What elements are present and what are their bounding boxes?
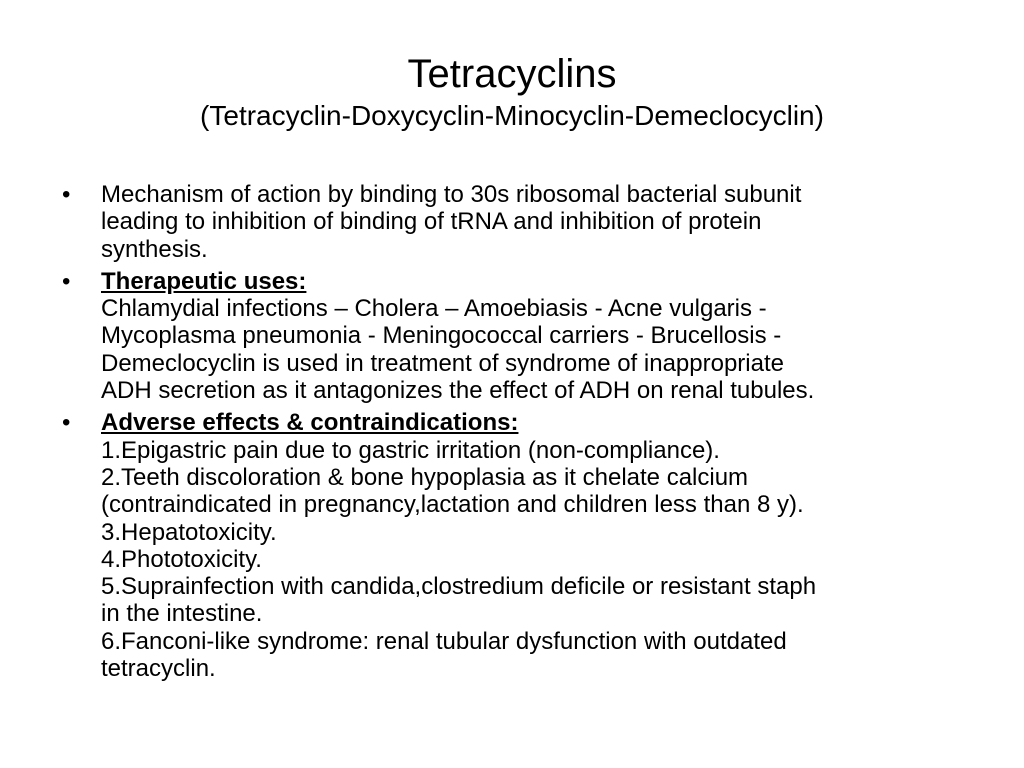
slide-subtitle: (Tetracyclin-Doxycyclin-Minocyclin-Demeclocyclin) (200, 100, 824, 131)
adverse-line: tetracyclin. (101, 655, 216, 683)
bullet-list (62, 181, 962, 687)
title-block (60, 50, 964, 132)
bullet-mechanism (62, 181, 962, 263)
mechanism-line: leading to inhibition of binding of tRNA and inhibition of protein (101, 208, 762, 236)
therapeutic-line: Demeclocyclin is used in treatment of syndrome of inappropriate (101, 349, 784, 377)
therapeutic-line: Mycoplasma pneumonia - Meningococcal carriers - Brucellosis - (101, 322, 782, 350)
bullet-therapeutic-uses (62, 268, 962, 404)
bullet-adverse-effects (62, 409, 962, 682)
adverse-line: 3.Hepatotoxicity. (101, 518, 277, 546)
adverse-line: 5.Suprainfection with candida,clostredium deficile or resistant staph (101, 573, 817, 601)
bullet-marker: • (62, 181, 71, 208)
adverse-line: 2.Teeth discoloration & bone hypoplasia as it chelate calcium (101, 463, 749, 491)
mechanism-line: synthesis. (101, 235, 208, 263)
bullet-marker: • (62, 409, 71, 437)
adverse-line: in the intestine. (101, 600, 263, 628)
adverse-line: (contraindicated in pregnancy,lactation and children less than 8 y). (101, 491, 804, 519)
bullet-marker: • (62, 267, 71, 295)
therapeutic-line: ADH secretion as it antagonizes the effect of ADH on renal tubules. (101, 377, 815, 405)
therapeutic-uses-heading: Therapeutic uses: (101, 267, 307, 295)
adverse-line: 6.Fanconi-like syndrome: renal tubular dysfunction with outdated (101, 627, 787, 655)
adverse-line: 4.Phototoxicity. (101, 545, 262, 573)
adverse-effects-heading: Adverse effects & contraindications: (101, 409, 519, 437)
adverse-line: 1.Epigastric pain due to gastric irritation (non-compliance). (101, 436, 720, 464)
therapeutic-line: Chlamydial infections – Cholera – Amoebiasis - Acne vulgaris - (101, 295, 767, 323)
mechanism-line: Mechanism of action by binding to 30s ribosomal bacterial subunit (101, 181, 802, 208)
slide-title: Tetracyclins (407, 52, 617, 96)
